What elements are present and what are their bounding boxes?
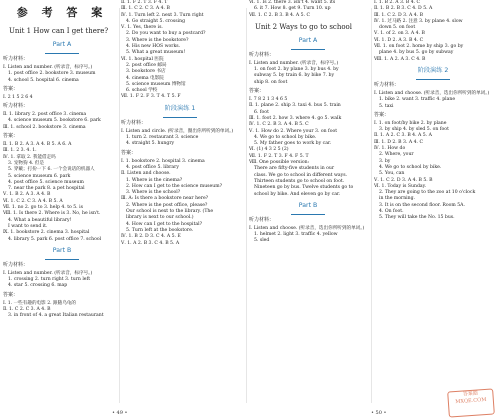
section-label: 听力材料：	[249, 216, 275, 223]
section-label: 答案：	[374, 111, 390, 118]
answer-line: 4. school 5. hospital 6. cinema	[8, 77, 79, 83]
answer-line: 6. foot	[254, 109, 269, 115]
answer-line: Ⅰ. 1. B 2. A 3. B 4. C	[374, 0, 421, 5]
answer-line: 4. How can I get to the hospital?	[126, 221, 203, 227]
answer-line: Ⅲ. 1. C 2. C 3. A 4. B	[121, 6, 170, 12]
answer-line: 5. Turn left at the bookstore.	[126, 227, 194, 233]
answer-line: 4. library 5. park 6. post office 7. school	[8, 236, 102, 242]
answer-line: Ⅲ. 1. 2 3. 4. 1.	[3, 148, 37, 154]
answer-line: Ⅰ. Listen and choose. (听录音，选出你所听到的单词。)	[249, 225, 365, 231]
answer-line: plane 4. by bus 5. go by subway	[379, 50, 454, 56]
answer-line: Ⅵ. 1. hospital 医院	[121, 56, 164, 62]
answer-line: 4. post office 5. library	[126, 164, 179, 170]
answer-line: 3. Where is the bookstore?	[126, 37, 189, 43]
part-rule	[416, 79, 450, 80]
answer-line: in the morning.	[379, 196, 415, 202]
section-label: 听力材料：	[249, 51, 275, 58]
answer-line: 4. On foot.	[379, 209, 404, 215]
answer-line: 2. They are going to the zoo at 10 o'clock	[379, 190, 476, 196]
unit-heading: Unit 1 How can I get there?	[9, 27, 109, 35]
section-label: 答案：	[3, 291, 19, 298]
answer-line: 5. science museum 博物馆	[126, 81, 186, 87]
part-rule	[45, 259, 79, 260]
section-label: 听力材料：	[3, 261, 29, 268]
answer-line: Ⅶ. 1. F 2. F 3. T 4. T 5. F	[121, 94, 181, 100]
answer-line: 1. crossing 2. turn right 3. turn left	[8, 277, 91, 283]
answer-line: Ⅲ. 1. school 2. bookstore 3. cinema	[3, 124, 86, 130]
answer-line: 4. cinema 电影院	[126, 75, 164, 81]
answer-line: Ⅱ. 1. C 2. C 3. A 4. B	[3, 307, 51, 313]
part-rule	[291, 214, 325, 215]
answer-line: 2. How can I get to the science museum?	[126, 183, 223, 189]
answer-line: Ⅱ. 1. B 2. A 3. A 4. B 5. A 6. A	[3, 142, 72, 148]
answer-line: I want to send it.	[8, 223, 48, 229]
answer-line: Ⅳ. 1. 拿取 2. 我能借走吗	[3, 154, 56, 160]
answer-line: 4. Go straight 5. crossing	[126, 18, 186, 24]
answer-line: Ⅰ. 2 1 5 2 6 4	[3, 94, 33, 100]
answer-line: Ⅴ. 1. How do 2. Where your 3. on foot	[249, 128, 338, 134]
answer-line: 1. Where is the cinema?	[126, 177, 183, 183]
answer-line: 1. turn 2. restaurant 3. science	[126, 135, 199, 141]
answer-line: Ⅶ. 1. F 2. T 3. F 4. F 5. T	[249, 153, 309, 159]
page-gutter	[246, 8, 247, 403]
page-number-left: • 49 •	[112, 410, 128, 416]
answer-line: 1. post office 2. bookstore 3. museum	[8, 71, 96, 77]
answer-line: Ⅴ. 1. C 2. D 3. A 4. B 5. B	[374, 177, 433, 183]
answer-line: Ⅰ. 7 8 2 1 3 4 6 5	[249, 97, 288, 103]
answer-line: 3. 宠物狗 4. 但是	[8, 160, 45, 166]
answer-line: Ⅱ. 1. A 2. C 3. B 4. A 5. A	[374, 133, 432, 139]
section-label: 听力材料：	[121, 119, 147, 126]
answer-line: library is next to our school.)	[126, 215, 194, 221]
answer-line: Ⅰ. 1. on foot/by bike 2. by plane	[374, 120, 447, 126]
answer-line: Ⅶ. 1. C 2. B 3. B 4. A 5. C	[249, 12, 311, 18]
answer-line: 5. My father goes to work by car.	[254, 141, 332, 147]
answer-line: Ⅵ. (1) 4 3 2 5 (2)	[249, 147, 289, 153]
answer-line: Nineteen go by bus. Twelve students go to	[254, 185, 354, 191]
answer-line: 4. straight 5. hungry	[126, 141, 175, 147]
answer-line: Ⅰ. Listen and number. (听录音，标序号。)	[3, 65, 93, 70]
answer-line: Ⅲ. 1. D 2. B 3. A 4. C	[374, 139, 423, 145]
unit-heading: Unit 2 Ways to go to school	[255, 22, 353, 31]
column-4	[374, 0, 492, 408]
answer-line: 4. What a beautiful library!	[8, 217, 72, 223]
answer-line: down 5. on foot	[379, 25, 416, 31]
answer-line: Ⅴ. 1. Yes, there is.	[121, 25, 163, 31]
answer-line: 2. Where is the post office, please?	[126, 202, 208, 208]
answer-line: Ⅸ. 1. bookstore 2. cinema 3. hospital	[3, 230, 90, 236]
part-heading: 阶段演练 1	[164, 104, 196, 112]
answer-line: Ⅱ. 1. library 2. post office 3. cinema	[3, 112, 87, 118]
answer-line: 6. it 7. How 8. get 9. Turn 10. up	[254, 6, 331, 12]
answer-line: school by bike. And eleven go by car.	[254, 191, 341, 197]
answer-line: Ⅲ. 1. foot 2. how 3. where 4. go 5. walk	[249, 115, 342, 121]
answer-line: There are fifty-five students in our	[254, 166, 335, 172]
part-heading: Part B	[52, 246, 72, 254]
answer-line: Ⅶ. 1. no 2. go to 3. help 4. to 5. is	[3, 205, 83, 211]
answer-line: Ⅷ. 1. Is there 2. Where is 3. No, he isn't.	[3, 211, 101, 217]
answer-line: Ⅳ. 1. Turn left 2. next 3. Turn right	[121, 12, 204, 18]
section-label: 听力材料：	[3, 56, 29, 62]
answer-line: Ⅲ. A: Is there a bookstore near here?	[121, 196, 209, 202]
answer-line: Ⅷ. 1. A 2. A 3. C 4. B	[374, 56, 426, 62]
column-2	[121, 0, 239, 408]
answer-line: Ⅷ. One possible version:	[249, 160, 310, 166]
column-1	[3, 0, 121, 408]
answer-line: Ⅱ. 1. plane 2. ship 3. taxi 4. bus 5. train	[249, 103, 341, 109]
part-rule	[291, 49, 325, 50]
part-heading: Part A	[298, 36, 318, 44]
column-divider	[371, 8, 372, 403]
part-heading: 阶段演练 2	[417, 66, 449, 74]
section-label: 答案：	[121, 149, 137, 156]
answer-line: Ⅰ. 1. bookstore 2. hospital 3. cinema	[121, 158, 205, 164]
answer-line: 7. near the park 8. a pet hospital	[8, 186, 85, 192]
answer-line: 4. His new HOS works.	[126, 44, 181, 50]
answer-line: subway 5. by train 6. by bike 7. by	[254, 73, 335, 79]
answer-line: Ⅰ. Listen and circle. (听录音，圈出你所听到的单词。)	[121, 128, 234, 134]
answer-line: 3. bookstore 书店	[126, 69, 166, 75]
answer-line: Our school is next to the library. (The	[126, 209, 214, 215]
part-rule	[45, 53, 79, 54]
section-label: 答案：	[249, 88, 265, 95]
section-label: 听力材料：	[3, 103, 29, 110]
answer-line: 3. It is on the second floor. Room 5A.	[379, 202, 465, 208]
section-label: 答案：	[3, 85, 19, 92]
part-heading: Part A	[52, 41, 72, 48]
answer-line: Ⅳ. 1. C 2. B 3. A 4. B 5. C	[249, 122, 309, 128]
answer-line: Ⅰ. 1. 一些有趣的电影 2. 跟随乌龟的	[3, 300, 77, 306]
answer-line: Ⅰ. Listen and number. (听录音，标序号。)	[3, 270, 93, 276]
answer-line: 2. Do you want to buy a postcard?	[126, 31, 206, 37]
answer-line: Ⅵ. 1. Is 2. there 3. isn't 4. want 5. its	[249, 0, 336, 5]
column-3	[249, 0, 367, 408]
answer-line: 5. science museum 6. park	[8, 173, 71, 179]
answer-line: 3. by ship 4. by sled 5. on foot	[379, 127, 449, 133]
answer-line: Ⅴ. 1. of 2. on 3. A 4. B	[374, 31, 425, 37]
section-label: 答案：	[3, 133, 19, 140]
answer-line: Ⅱ. 1. B 2. B 3. C 4. D 5. A	[374, 6, 433, 12]
answer-line: Ⅱ. Listen and choose.	[121, 171, 171, 177]
answer-line: 1. on foot 2. by plane 3. by bus 4. by	[254, 67, 339, 73]
answer-line: Ⅳ. 1. How do	[374, 146, 406, 152]
answer-line: 5. sled	[254, 238, 270, 244]
answer-line: 5. taxi	[379, 103, 394, 109]
answer-line: Ⅳ. 1. B 2. D 3. C 4. A 5. E	[121, 234, 181, 240]
answer-line: 4. We go to school by bike.	[254, 134, 317, 140]
answer-line: 3. by	[379, 158, 391, 164]
answer-line: Ⅵ. 1. D 2. A 3. B 4. C	[374, 37, 424, 43]
answer-line: Ⅵ. 1. Today is Sunday.	[374, 183, 427, 189]
answer-line: Ⅱ. 1. F 2. T 3. F 4. T	[121, 0, 168, 5]
answer-line: 4. star 5. crossing 6. map	[8, 283, 68, 289]
answer-line: 3. Where is the school?	[126, 190, 181, 196]
answer-line: 6. school 学校	[126, 88, 158, 94]
page-title: 参 考 答 案	[16, 6, 108, 19]
answer-line: class. We go to school in different ways.	[254, 172, 348, 178]
section-label: 听力材料：	[374, 81, 400, 88]
answer-line: 1. bike 2. want 3. traffic 4. plane	[379, 97, 456, 103]
answer-line: 2. post office 邮局	[126, 62, 167, 68]
stamp-line-2: MXQE.COM	[455, 396, 487, 406]
answer-line: 5. They will take the No. 15 bus.	[379, 215, 455, 221]
answer-line: 4. post office 5. science museum	[8, 179, 84, 185]
part-rule	[163, 117, 197, 118]
answer-line: 5. You, can	[379, 171, 405, 177]
page-number-right: • 50 •	[371, 410, 387, 416]
answer-line: 1. helmet 2. light 3. traffic 4. yellow	[254, 232, 338, 238]
answer-line: 4. We go to school by bike.	[379, 164, 442, 170]
answer-line: 2. Where, your	[379, 152, 414, 158]
part-heading: Part B	[298, 201, 318, 209]
answer-line: Ⅴ. 1. A 2. B 3. C 4. B 5. A	[121, 240, 180, 246]
watermark-stamp	[447, 388, 495, 417]
answer-line: Ⅶ. 1. on foot 2. home by ship 3. go by	[374, 44, 464, 50]
stamp-line-1: 答案圈	[462, 390, 479, 398]
answer-line: Ⅴ. 1. B 2. A 3. A 4. B	[3, 192, 51, 198]
answer-line: 5. What a great museum!	[126, 50, 186, 56]
answer-line: Ⅰ. Listen and number. (听录音，标序号。)	[249, 60, 339, 66]
answer-line: Ⅰ. Listen and choose. (听录音，选出你所听到的单词。)	[374, 90, 490, 96]
answer-line: Thirteen students go to school on foot.	[254, 178, 345, 184]
answer-line: Ⅲ. 1. C 2. D 3. A 4. B	[374, 12, 423, 18]
answer-line: Ⅳ. 1. 过马路 2. 注意 3. by plane 4. slow	[374, 18, 463, 24]
answer-line: 3. in front of 4. a great Italian restaurant	[8, 313, 104, 319]
answer-line: 5. 穿戴；打扮一下 6. 一个会说话的机器人	[8, 167, 95, 173]
answer-line: 4. science museum 5. bookstore 6. park	[8, 118, 101, 124]
answer-line: Ⅵ. 1. C 2. C 3. A 4. B 5. A	[3, 198, 63, 204]
answer-line: ship 8. on foot	[254, 79, 288, 85]
column-divider	[119, 8, 120, 403]
